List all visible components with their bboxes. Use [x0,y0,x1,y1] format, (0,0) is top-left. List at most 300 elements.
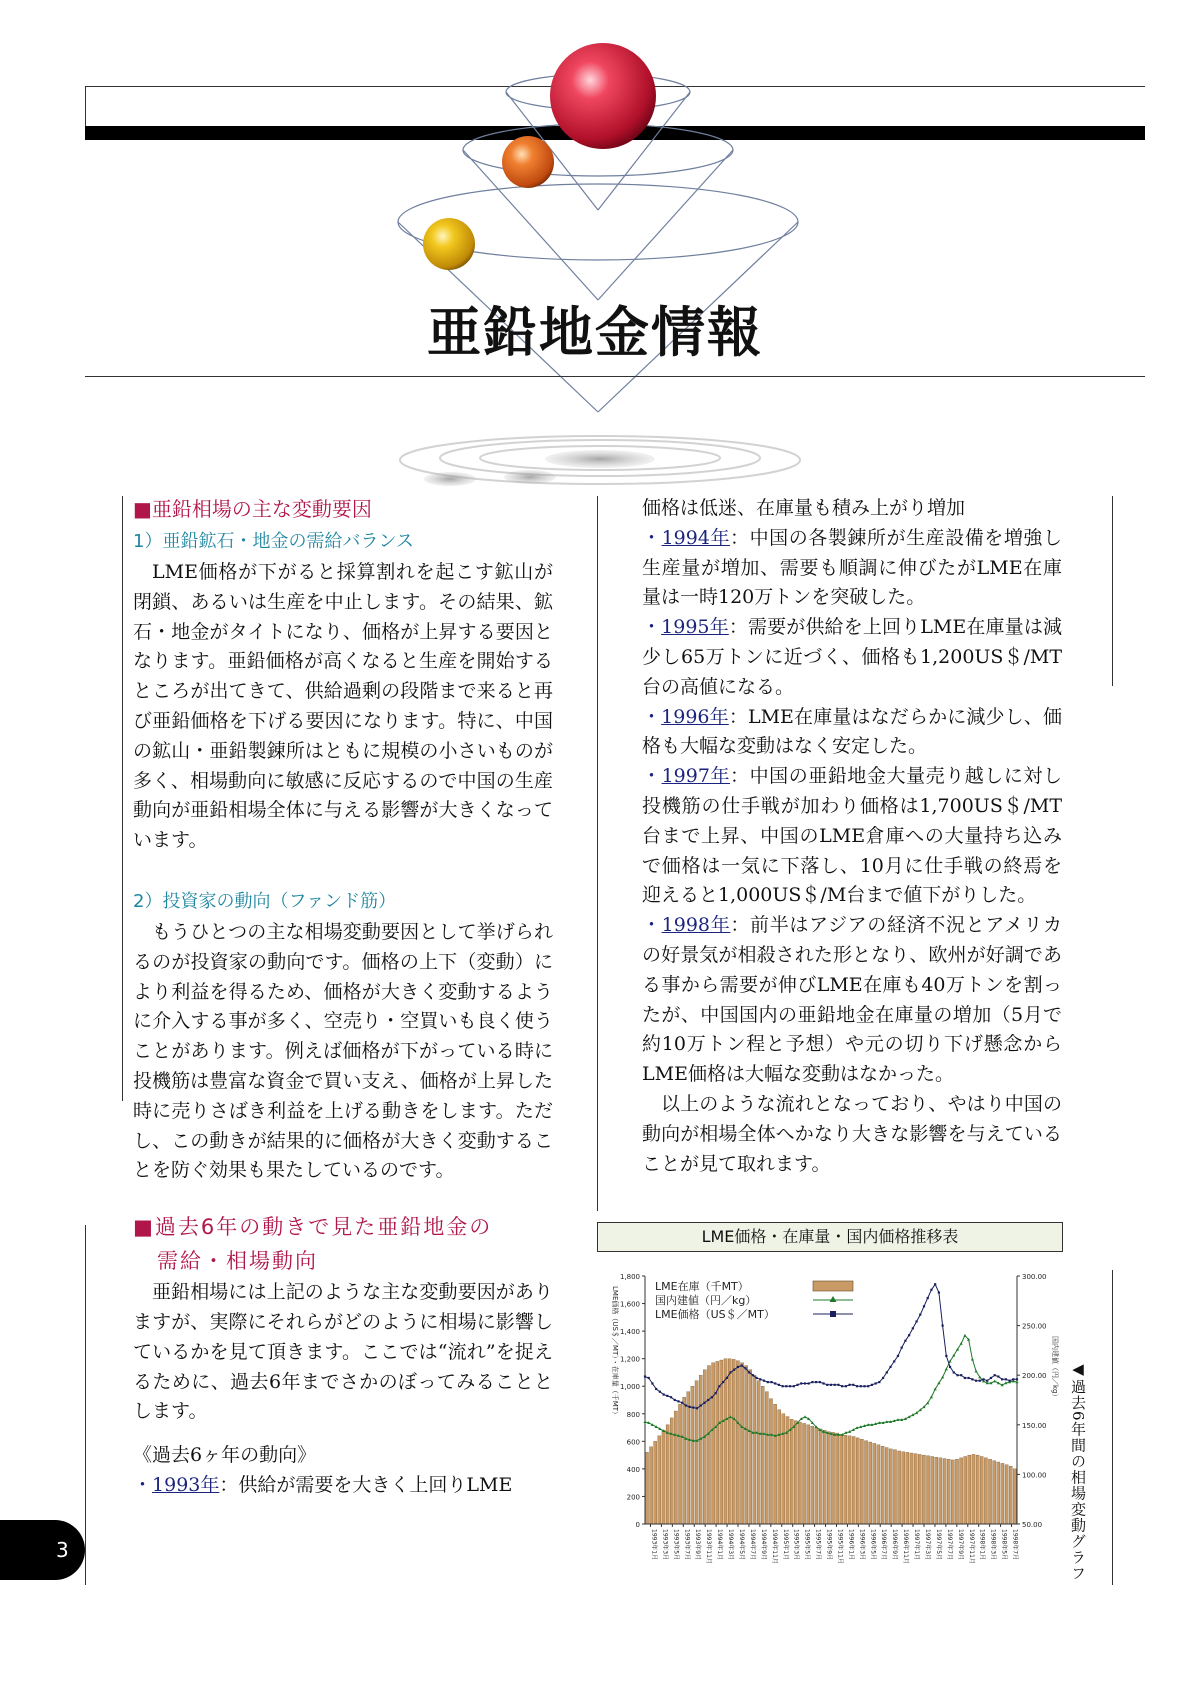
section-heading: ■亜鉛相場の主な変動要因 [133,497,372,521]
lme-point [689,1406,691,1408]
lme-point [700,1404,702,1406]
column-rule-middle [597,496,598,1211]
left-column [133,494,553,1501]
lme-point [949,1366,951,1368]
stock-bar [964,1456,967,1524]
lme-point [856,1385,858,1387]
section-heading: ■過去6年の動きで見た亜鉛地金の [133,1215,493,1240]
stock-bar [864,1441,867,1524]
bullet-dot: ・ [642,616,662,639]
domestic-point [941,1376,944,1379]
year-link[interactable]: 1996年 [661,705,729,728]
x-tick-label: 1994年7月 [748,1529,756,1561]
lme-point [756,1377,758,1379]
lme-point [696,1407,698,1409]
lme-point [871,1384,873,1386]
stock-bar [848,1436,851,1524]
lme-point [886,1371,888,1373]
stock-bar [984,1458,987,1524]
y-tick-label: 1,600 [619,1300,640,1309]
stock-bar [960,1458,963,1524]
lme-point [737,1366,739,1368]
bullet-dot: ・ [133,1473,153,1496]
subsection-heading: 2）投資家の動向（ファンド筋） [133,890,397,912]
x-tick-label: 1997年1月 [913,1529,921,1561]
red-sphere [550,43,656,149]
lme-point [644,1375,646,1377]
stock-bar [836,1433,839,1524]
lme-point [692,1406,694,1408]
lme-point [655,1388,657,1390]
stock-bar [943,1459,946,1524]
stock-bar [885,1448,888,1524]
bullet-dot: ・ [642,765,662,788]
stock-bar [993,1461,996,1524]
lme-point [927,1297,929,1299]
x-tick-label: 1996年5月 [869,1529,877,1561]
x-tick-label: 1995年1月 [781,1529,789,1561]
chart [597,1262,1067,1592]
legend-swatch-stock [813,1281,853,1291]
stock-bar [918,1454,921,1524]
stock-bar [782,1414,785,1524]
lme-point [674,1399,676,1401]
x-tick-label: 1993年3月 [661,1529,669,1561]
lme-point [808,1382,810,1384]
lme-point [703,1402,705,1404]
shadow-spot [545,450,655,468]
lme-point [785,1385,787,1387]
lme-point [767,1381,769,1383]
stock-bar [906,1452,909,1524]
lme-point [748,1371,750,1373]
lme-point [875,1382,877,1384]
domestic-point [945,1368,948,1371]
stock-bar [761,1386,764,1524]
stock-bar [939,1458,942,1524]
lme-point [1001,1378,1003,1380]
x-tick-label: 1995年11月 [836,1529,844,1564]
lme-point [849,1384,851,1386]
stock-bar [790,1419,793,1524]
lme-point [819,1381,821,1383]
yellow-sphere [423,218,475,270]
lme-point [685,1404,687,1406]
y-tick-label: 800 [626,1410,640,1419]
stock-bar [724,1359,727,1524]
lme-point [990,1377,992,1379]
bullet-item-1998 [642,911,1062,1090]
x-tick-label: 1993年1月 [650,1529,658,1561]
lme-point [1016,1378,1018,1380]
stock-bar [914,1454,917,1524]
lme-point [1005,1378,1007,1380]
lme-point [837,1384,839,1386]
lme-point [789,1385,791,1387]
lme-point [994,1374,996,1376]
lme-point [666,1395,668,1397]
body-paragraph: LME価格が下がると採算割れを起こす鉱山が閉鎖、あるいは生産を中止します。その結果、鉱石・地金がタイトになり、価格が上昇する要因となります。亜鉛価格が高くなると生産を開始するところが出てきて、供給過剰の段階まで来ると再び亜鉛価格を下げる要因になります。特に、中国の鉱山・亜鉛製錬所はともに規模の小さいものが多く、相場動向に敏感に反応するので中国の生産動向が亜鉛相場全体に与える影響が大きくなっています。 [133,561,553,852]
lme-point [956,1374,958,1376]
stock-bar [840,1434,843,1524]
bullet-dot: ・ [642,526,662,549]
year-link[interactable]: 1994年 [661,526,731,549]
lme-point [711,1396,713,1398]
stock-bar [955,1459,958,1524]
stock-bar [774,1404,777,1524]
lme-point [763,1380,765,1382]
lme-point [648,1377,650,1379]
lme-point [677,1400,679,1402]
stock-bar [778,1410,781,1524]
lme-point [800,1382,802,1384]
bullet-item-1995 [642,613,1062,702]
y-tick-label: 1,000 [619,1383,640,1392]
x-tick-label: 1996年9月 [891,1529,899,1561]
x-tick-label: 1998年3月 [989,1529,997,1561]
lme-point [930,1289,932,1291]
y2-tick-label: 50.00 [1022,1521,1043,1529]
stock-bar [732,1359,735,1524]
stock-bar [831,1432,834,1524]
x-tick-label: 1994年1月 [716,1529,724,1561]
lme-point [986,1380,988,1382]
stock-bar [980,1456,983,1524]
x-tick-label: 1995年3月 [792,1529,800,1561]
lme-point [778,1384,780,1386]
lme-point [938,1291,940,1293]
stock-bar [902,1452,905,1524]
x-tick-label: 1995年5月 [803,1529,811,1561]
lme-point [923,1305,925,1307]
stock-bar [699,1375,702,1524]
stock-bar [852,1437,855,1524]
chart-title: LME価格・在庫量・国内価格推移表 [597,1222,1063,1252]
lme-point [904,1340,906,1342]
y2-axis-label: 国内建値（円／kg） [1051,1336,1059,1401]
stock-bar [650,1447,653,1524]
stock-bar [951,1460,954,1524]
domestic-point [963,1334,966,1337]
lme-point [982,1378,984,1380]
stock-bar [687,1392,690,1524]
stock-bar [807,1425,810,1524]
bullet-text: ：前半はアジアの経済不況とアメリカの好景気が相殺された形となり、欧州が好調である事から需要が伸びLME在庫も40万トンを割ったが、中国国内の亜鉛地金在庫量の増加（5月で約10万トン程と予想）や元の切り下げ懸念からLME価格は大幅な変動はなかった。 [642,914,1062,1086]
y-tick-label: 600 [626,1438,640,1447]
stock-bar [1009,1466,1012,1524]
lme-point [860,1385,862,1387]
x-tick-label: 1998年7月 [1011,1529,1019,1561]
x-tick-label: 1996年1月 [847,1529,855,1561]
x-tick-label: 1995年9月 [825,1529,833,1561]
y2-tick-label: 200.00 [1022,1372,1047,1381]
stock-bar [712,1363,715,1524]
x-tick-label: 1994年11月 [770,1529,778,1564]
body-continuation: 価格は低迷、在庫量も積み上がり増加 [642,497,966,519]
lme-point [841,1385,843,1387]
lme-point [759,1378,761,1380]
stock-bar [881,1446,884,1524]
lme-point [670,1396,672,1398]
stock-bar [976,1455,979,1524]
lme-point [741,1364,743,1366]
lme-point [715,1392,717,1394]
stock-bar [819,1429,822,1524]
stock-bar [749,1370,752,1524]
lme-point [893,1360,895,1362]
lme-point [815,1381,817,1383]
stock-bar [877,1445,880,1524]
lme-point [889,1366,891,1368]
stock-bar [827,1432,830,1524]
column-rule-right [1112,496,1113,686]
lme-point [793,1385,795,1387]
lme-point [845,1385,847,1387]
stock-bar [1001,1463,1004,1524]
lme-point [1008,1380,1010,1382]
stock-bar [869,1442,872,1524]
lme-point [651,1382,653,1384]
stock-bar [947,1459,950,1524]
lme-point [971,1378,973,1380]
lme-point [882,1377,884,1379]
x-tick-label: 1998年1月 [978,1529,986,1561]
chart-legend [655,1279,853,1321]
shadow-spot [424,472,476,486]
lme-point [942,1325,944,1327]
lme-point [908,1334,910,1336]
lme-point [722,1381,724,1383]
x-tick-label: 1997年7月 [945,1529,953,1561]
stock-bar [658,1436,661,1524]
bullet-dot: ・ [642,705,662,728]
page-title: 亜鉛地金情報 [427,301,763,364]
stock-bar [745,1366,748,1524]
bullet-item-1997 [642,762,1062,911]
subsection-heading: 《過去6ヶ年の動向》 [133,1444,317,1467]
stock-bar [654,1441,657,1524]
stock-bar [1013,1469,1016,1524]
stock-bar [736,1361,739,1524]
lme-point [811,1381,813,1383]
lme-point [979,1380,981,1382]
year-link[interactable]: 1993年 [152,1473,220,1496]
bullet-dot: ・ [642,914,662,937]
x-tick-label: 1996年7月 [880,1529,888,1561]
page-number: 3 [56,1538,69,1562]
x-tick-label: 1997年5月 [934,1529,942,1561]
lme-point [707,1399,709,1401]
legend-label: LME在庫（千MT） [655,1280,749,1293]
stock-bar [898,1451,901,1524]
lme-point [681,1402,683,1404]
x-tick-label: 1993年9月 [694,1529,702,1561]
bullet-item-1994 [642,524,1062,613]
x-tick-label: 1995年7月 [814,1529,822,1561]
stock-bar [765,1392,768,1524]
stock-bar [707,1366,710,1524]
lme-point [659,1391,661,1393]
x-tick-label: 1998年5月 [1000,1529,1008,1561]
stock-bar [972,1454,975,1524]
stock-bar [811,1426,814,1524]
legend-label: LME価格（US＄／MT） [655,1308,775,1321]
lme-point [934,1283,936,1285]
legend-marker [830,1311,836,1317]
lme-point [1012,1378,1014,1380]
header-bottom-rule [85,376,1145,377]
lme-point [964,1377,966,1379]
bullet-text: ：中国の亜鉛地金大量売り越しに対し投機筋の仕手戦が加わり価格は1,700US＄/MT台まで上昇、中国のLME倉庫への大量持ち込みで価格は一気に下落し、10月に仕手戦の終焉を迎えると1,000US＄/M台まで値下がりした。 [642,765,1062,907]
legend-marker [830,1296,837,1302]
body-paragraph: 亜鉛相場には上記のような主な変動要因がありますが、実際にそれらがどのように相場に影響しているかを見て頂きます。ここでは“流れ”を捉えるために、過去6年までさかのぼってみることとします。 [133,1281,553,1423]
x-tick-label: 1996年3月 [858,1529,866,1561]
shadow-spot [504,470,556,484]
stock-bar [931,1456,934,1524]
stock-bar [740,1363,743,1524]
lme-point [804,1382,806,1384]
y2-tick-label: 300.00 [1022,1273,1047,1281]
y-tick-label: 1,400 [619,1328,640,1337]
stock-bar [997,1462,1000,1524]
y-axis-label: LME価格（US＄／MT）・在庫量（千MT） [611,1286,619,1419]
y2-tick-label: 150.00 [1022,1421,1047,1430]
stock-bar [753,1375,756,1524]
lme-point [960,1374,962,1376]
stock-bar [968,1455,971,1524]
stock-bar [988,1459,991,1524]
stock-bar [815,1428,818,1524]
body-paragraph: もうひとつの主な相場変動要因として挙げられるのが投資家の動向です。価格の上下（変動）により利益を得るため、価格が大きく変動するように介入する事が多く、空売り・空買いも良く使うことがあります。例えば価格が下がっている時に投機筋は豊富な資金で買い支え、価格が上昇した時に売りさばき利益を上げる動きをします。ただし、この動きが結果的に価格が大きく変動することを防ぐ効果も果たしているのです。 [133,920,553,1182]
stock-bar [844,1435,847,1524]
lme-point [915,1320,917,1322]
header-graphic [0,0,1190,500]
stock-bar [823,1430,826,1524]
x-tick-label: 1993年5月 [672,1529,680,1561]
stock-bar [695,1381,698,1524]
right-column [642,494,1062,1179]
bullet-item-1996 [642,703,1062,763]
x-tick-label: 1993年11月 [705,1529,713,1564]
stock-bar [662,1430,665,1524]
stock-bar [1005,1465,1008,1524]
stock-bar [802,1423,805,1524]
x-tick-label: 1996年11月 [902,1529,910,1564]
lme-point [852,1384,854,1386]
lme-point [796,1384,798,1386]
lme-point [878,1381,880,1383]
lme-point [782,1385,784,1387]
x-tick-label: 1994年3月 [727,1529,735,1561]
stock-bar [769,1399,772,1524]
lme-point [975,1380,977,1382]
bullet-text: ：中国の各製錬所が生産設備を増強し生産量が増加、需要も順調に伸びたがLME在庫量は一時120万トンを突破した。 [642,526,1062,609]
lme-point [863,1385,865,1387]
bullet-item-1993 [133,1471,553,1501]
x-tick-label: 1994年9月 [759,1529,767,1561]
year-link[interactable]: 1995年 [661,616,729,639]
lme-point [726,1377,728,1379]
stock-bar [794,1421,797,1524]
stock-bar [674,1411,677,1524]
stock-bar [922,1455,925,1524]
column-rule-left [122,496,123,1101]
y-tick-label: 1,200 [619,1355,640,1364]
subsection-heading: 1）亜鉛鉱石・地金の需給バランス [133,531,414,552]
lme-point [826,1384,828,1386]
year-link[interactable]: 1997年 [661,765,731,788]
stock-bar [935,1457,938,1524]
stock-bar [757,1381,760,1524]
lme-point [774,1382,776,1384]
bullet-text: ：LME在庫量はなだらかに減少し、価格も大幅な変動はなく安定した。 [642,705,1062,758]
stock-bars [645,1359,1016,1524]
lme-point [968,1377,970,1379]
column-rule-right-lower [1112,1270,1113,1585]
y2-tick-label: 100.00 [1022,1471,1047,1480]
stock-bar [683,1397,686,1524]
conclusion-paragraph: 以上のような流れとなっており、やはり中国の動向が相場全体へかなり大きな影響を与えていることが見て取れます。 [642,1092,1062,1175]
stock-bar [856,1438,859,1524]
chart-caption: ◀過去6年間の相場変動グラフ [1069,1360,1087,1582]
y-tick-label: 400 [626,1465,640,1474]
bullet-text: ：供給が需要を大きく上回りLME [219,1473,513,1496]
domestic-point [960,1342,963,1345]
x-tick-label: 1994年5月 [738,1529,745,1561]
y-tick-label: 200 [626,1493,640,1502]
stock-bar [893,1450,896,1524]
lme-point [822,1382,824,1384]
lme-point [953,1371,955,1373]
domestic-point [993,1380,996,1383]
lme-point [752,1374,754,1376]
lme-point [834,1384,836,1386]
lme-point [867,1385,869,1387]
x-tick-label: 1997年9月 [956,1529,964,1561]
lme-point [770,1381,772,1383]
stock-bar [703,1370,706,1524]
lme-point [733,1369,735,1371]
x-tick-label: 1993年7月 [683,1529,691,1561]
stock-bar [645,1452,648,1524]
lme-point [997,1375,999,1377]
x-tick-label: 1997年11月 [967,1529,975,1564]
orange-sphere [502,136,554,188]
stock-bar [889,1449,892,1524]
lme-point [729,1371,731,1373]
x-tick-label: 1997年3月 [924,1529,931,1561]
stock-bar [873,1443,876,1524]
lme-point [830,1384,832,1386]
section-heading-line2: 需給・相場動向 [157,1249,318,1274]
bullet-text: ：需要が供給を上回りLME在庫量は減少し65万トンに近づく、価格も1,200US＄/MT台の高値になる。 [642,616,1062,698]
legend-label: 国内建値（円／kg） [655,1294,757,1307]
lme-point [945,1355,947,1357]
y2-tick-label: 250.00 [1022,1322,1047,1331]
lme-point [663,1393,665,1395]
stock-bar [666,1425,669,1524]
domestic-point [803,1415,806,1418]
y-tick-label: 1,800 [619,1273,640,1281]
stock-bar [678,1404,681,1524]
lme-point [912,1327,914,1329]
year-link[interactable]: 1998年 [661,914,731,937]
stock-bar [728,1359,731,1524]
stock-bar [860,1439,863,1524]
stock-bar [910,1453,913,1524]
domestic-point [975,1370,978,1373]
stock-bar [798,1422,801,1524]
